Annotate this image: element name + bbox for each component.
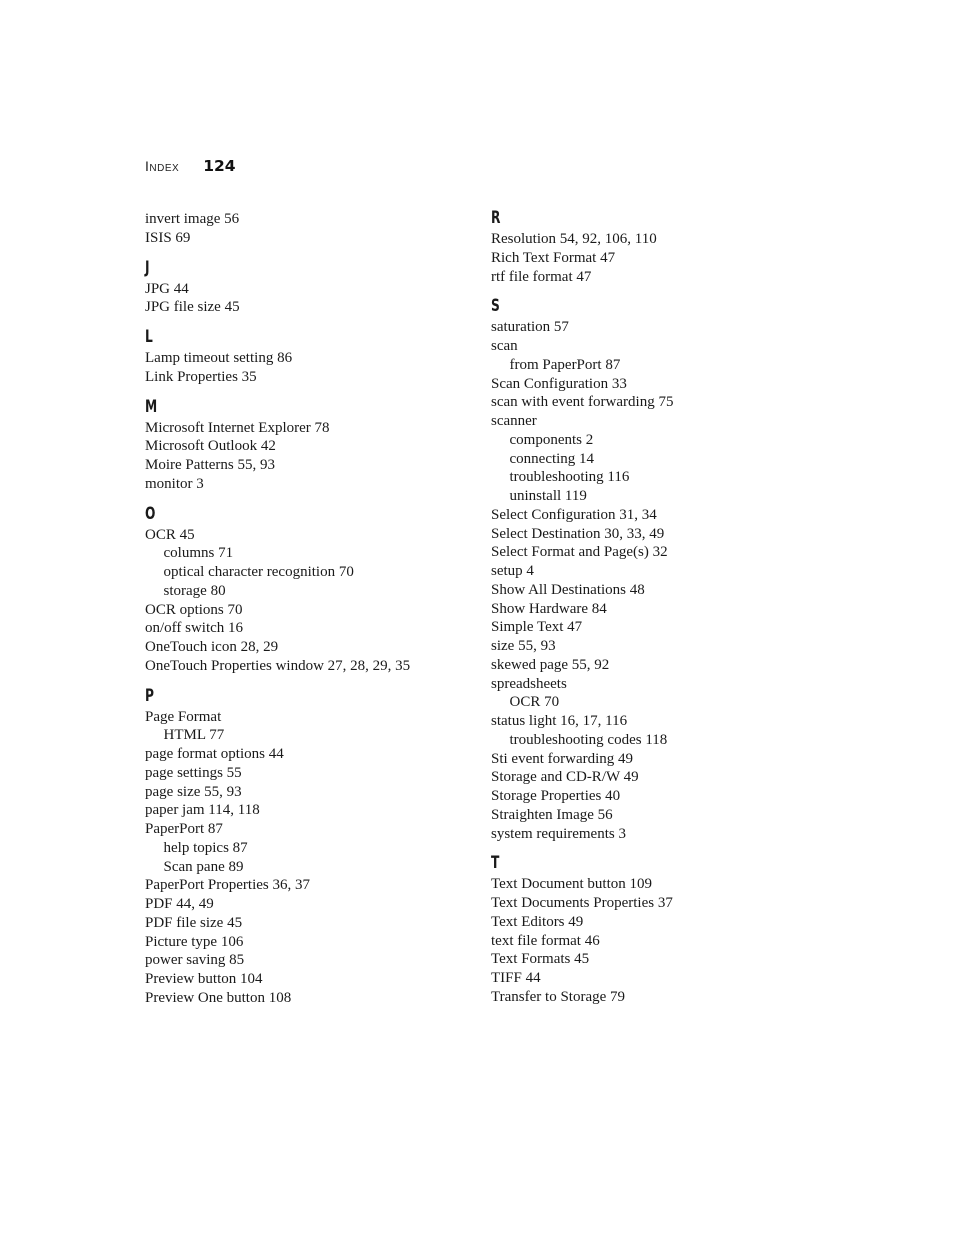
index-entry: Preview One button 108 [145, 989, 292, 1006]
index-column-right [491, 208, 821, 1007]
index-entry: setup 4 [491, 563, 534, 579]
index-subentry: storage 80 [163, 582, 226, 599]
index-entry: Text Document button 109 [491, 876, 653, 893]
index-entry: JPG 44 [145, 280, 189, 297]
index-subentry: optical character recognition 70 [163, 564, 354, 580]
index-entry: page settings 55 [145, 764, 242, 781]
index-entry: OneTouch Properties window 27, 28, 29, 35 [145, 657, 411, 674]
index-entry: OCR 45 [145, 526, 195, 543]
index-subentry: connecting 14 [509, 450, 595, 467]
index-subentry: uninstall 119 [509, 488, 587, 504]
index-letter-heading: M [145, 396, 158, 417]
index-entry: paper jam 114, 118 [145, 802, 260, 819]
index-entry: Text Editors 49 [491, 913, 584, 930]
index-entry: scan with event forwarding 75 [491, 394, 674, 411]
index-entry: Straighten Image 56 [491, 806, 613, 823]
index-letter-heading: J [145, 257, 150, 278]
index-entry: Storage Properties 40 [491, 788, 621, 804]
index-entry: rtf file format 47 [491, 268, 592, 285]
index-entry: Select Configuration 31, 34 [491, 506, 657, 523]
index-subentry: help topics 87 [163, 839, 248, 856]
index-letter-heading: S [491, 296, 500, 317]
index-subentry: OCR 70 [509, 694, 560, 711]
index-letter-heading: L [145, 327, 153, 347]
index-entry: Microsoft Internet Explorer 78 [145, 419, 330, 436]
index-entry: PDF file size 45 [145, 914, 243, 931]
index-subentry: troubleshooting codes 118 [509, 731, 668, 748]
index-entry: size 55, 93 [491, 638, 556, 654]
index-entry: page size 55, 93 [145, 783, 242, 800]
index-entry: Lamp timeout setting 86 [145, 350, 293, 366]
index-subentry: from PaperPort 87 [509, 356, 621, 373]
index-letter-heading: R [491, 208, 501, 228]
index-entry: Moire Patterns 55, 93 [145, 457, 275, 473]
index-entry: Simple Text 47 [491, 619, 583, 636]
index-entry: scanner [491, 413, 537, 429]
index-entry: Rich Text Format 47 [491, 249, 616, 266]
index-entry: Preview button 104 [145, 971, 263, 987]
index-entry: on/off switch 16 [145, 620, 244, 637]
index-entry: page format options 44 [145, 746, 284, 762]
index-entry: system requirements 3 [491, 825, 626, 842]
index-subentry: components 2 [509, 431, 594, 448]
index-entry: Text Documents Properties 37 [491, 895, 673, 911]
index-subentry: Scan pane 89 [163, 858, 244, 875]
index-entry: PDF 44, 49 [145, 896, 214, 912]
index-entry: Text Formats 45 [491, 951, 590, 968]
index-entry: Storage and CD-R/W 49 [491, 769, 639, 786]
index-entry: spreadsheets [491, 675, 567, 692]
index-entry: ISIS 69 [145, 229, 191, 246]
index-entry: TIFF 44 [491, 970, 541, 986]
index-entry: OCR options 70 [145, 601, 243, 618]
running-head [145, 157, 236, 175]
index-entry: Resolution 54, 92, 106, 110 [491, 231, 657, 247]
index-entry: text file format 46 [491, 932, 600, 949]
index-entry: skewed page 55, 92 [491, 656, 610, 673]
index-subentry: HTML 77 [163, 727, 225, 744]
page-number: 124 [203, 157, 236, 175]
index-entry: Sti event forwarding 49 [491, 750, 634, 767]
index-entry: Picture type 106 [145, 933, 244, 950]
index-entry: Transfer to Storage 79 [491, 988, 626, 1005]
index-entry: saturation 57 [491, 319, 569, 336]
index-entry: Page Format [145, 708, 222, 725]
index-entry: Show Hardware 84 [491, 600, 607, 617]
index-letter-heading: P [145, 685, 154, 706]
index-entry: scan [491, 338, 518, 354]
index-entry: Select Format and Page(s) 32 [491, 544, 668, 561]
index-entry: Microsoft Outlook 42 [145, 438, 276, 455]
index-entry: power saving 85 [145, 952, 245, 969]
index-letter-heading: O [145, 503, 156, 524]
index-entry: Select Destination 30, 33, 49 [491, 525, 665, 542]
index-entry: monitor 3 [145, 475, 204, 492]
index-entry: status light 16, 17, 116 [491, 713, 628, 729]
index-letter-heading: T [491, 853, 500, 874]
running-head-title: Index [145, 158, 180, 174]
index-entry: invert image 56 [145, 211, 240, 227]
index-entry: PaperPort Properties 36, 37 [145, 877, 310, 894]
index-subentry: columns 71 [163, 545, 234, 562]
index-column-left [145, 210, 475, 1008]
index-entry: PaperPort 87 [145, 821, 223, 837]
index-entry: Scan Configuration 33 [491, 375, 627, 392]
index-entry: OneTouch icon 28, 29 [145, 639, 279, 655]
index-entry: Link Properties 35 [145, 368, 257, 385]
index-subentry: troubleshooting 116 [509, 469, 630, 486]
index-entry: Show All Destinations 48 [491, 581, 645, 598]
index-entry: JPG file size 45 [145, 299, 240, 316]
